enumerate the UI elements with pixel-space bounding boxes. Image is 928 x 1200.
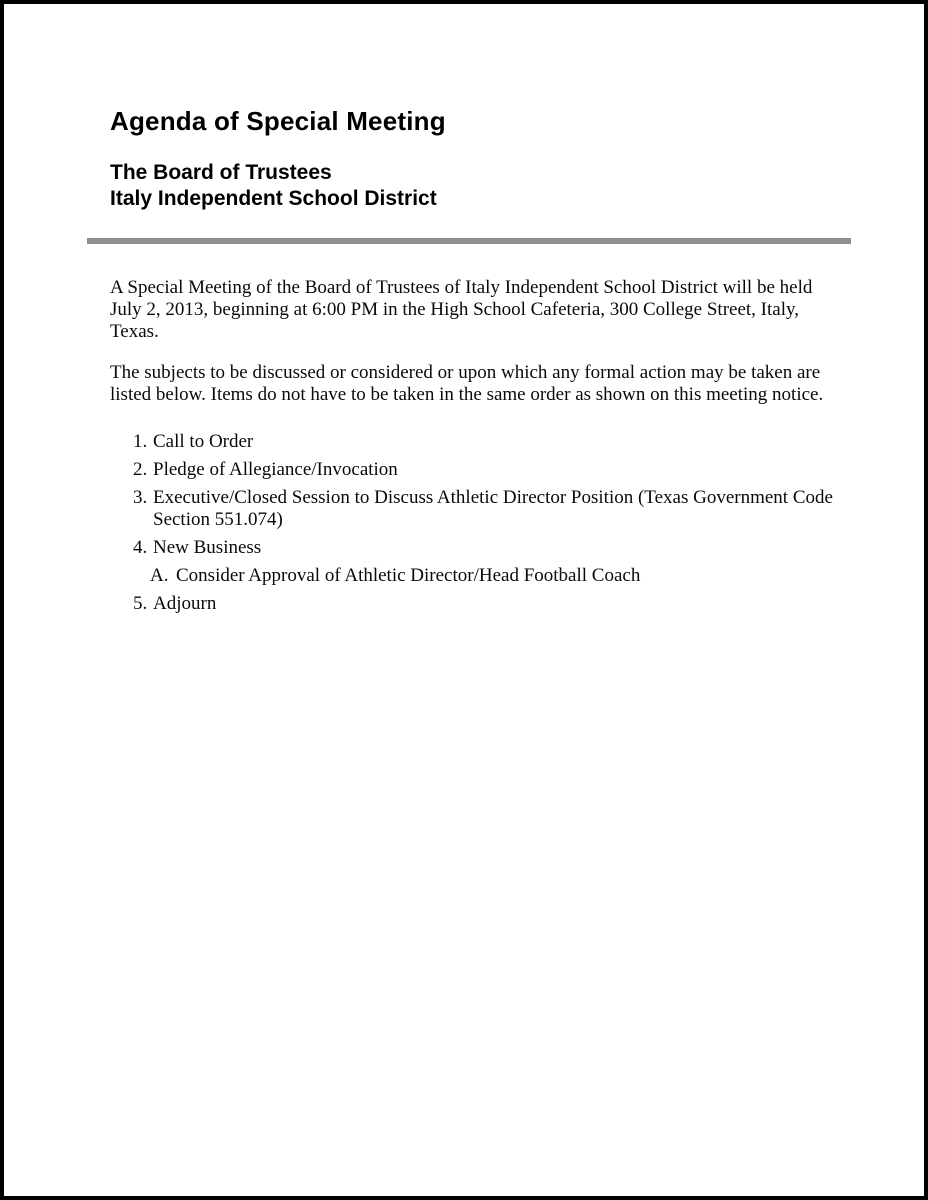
item-number: 5. — [133, 593, 148, 614]
item-text: Call to Order — [153, 431, 254, 452]
item-text: Adjourn — [153, 593, 217, 614]
item-number: 3. — [133, 487, 148, 508]
item-letter: A. — [150, 565, 169, 586]
item-number: 1. — [133, 431, 148, 452]
agenda-item-3 — [133, 487, 844, 531]
item-text: Executive/Closed Session to Discuss Athletic Director Position (Texas Government Code Section 551.074) — [153, 487, 833, 530]
item-number: 4. — [133, 537, 148, 558]
agenda-item-2 — [133, 459, 844, 481]
page-title: Agenda of Special Meeting — [110, 106, 446, 136]
agenda-list — [110, 431, 844, 615]
notice-paragraph: The subjects to be discussed or considered or upon which any formal action may be taken are listed below. Items do not have to be taken in the same order as shown on this meeting notice. — [110, 362, 824, 405]
agenda-item-4 — [133, 537, 844, 559]
item-text: New Business — [153, 537, 262, 558]
organization-block — [110, 160, 844, 212]
agenda-item-5 — [133, 593, 844, 615]
org-name-line1: The Board of Trustees — [110, 161, 332, 184]
item-text: Pledge of Allegiance/Invocation — [153, 459, 398, 480]
item-text: Consider Approval of Athletic Director/Head Football Coach — [176, 565, 641, 586]
agenda-item-4a — [150, 565, 844, 587]
intro-paragraph: A Special Meeting of the Board of Trustees of Italy Independent School District will be held July 2, 2013, beginning at 6:00 PM in the High School Cafeteria, 300 College Street, Italy, Texas. — [110, 277, 813, 342]
divider-rule — [87, 238, 851, 244]
org-name-line2: Italy Independent School District — [110, 187, 437, 210]
document-content — [4, 4, 924, 615]
agenda-item-1 — [133, 431, 844, 453]
item-number: 2. — [133, 459, 148, 480]
